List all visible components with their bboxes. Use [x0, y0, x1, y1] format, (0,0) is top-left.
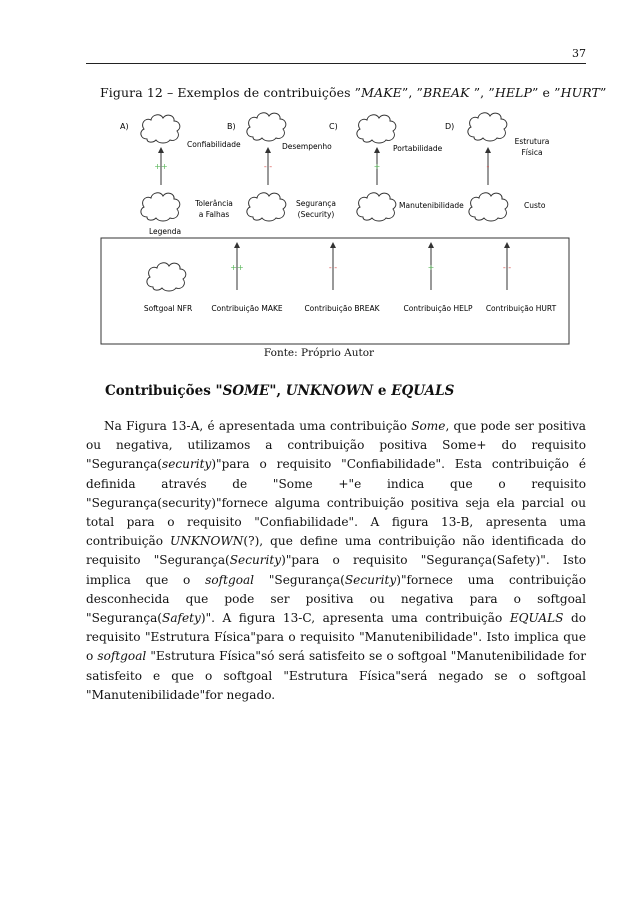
- page-number: 37: [572, 47, 586, 60]
- panel-c: [329, 115, 464, 221]
- top-softgoal-label: Estrutura: [514, 137, 550, 146]
- contribution-figure: [96, 110, 576, 349]
- top-softgoal-label: Física: [521, 148, 543, 157]
- contribution-symbol: - -: [502, 263, 512, 272]
- panel-letter: B): [227, 122, 236, 131]
- bottom-softgoal-label: a Falhas: [198, 210, 230, 219]
- contribution-symbol: ++: [154, 162, 168, 171]
- section-heading: Contribuições "SOME", UNKNOWN e EQUALS: [105, 383, 455, 399]
- legend-title: Legenda: [149, 227, 182, 236]
- legend-item-label: Contribuição HURT: [485, 304, 557, 313]
- softgoal-cloud-icon: [469, 193, 508, 221]
- softgoal-cloud-icon: [141, 115, 180, 143]
- contribution-symbol: - -: [263, 162, 273, 171]
- contribution-symbol: -: [486, 162, 490, 171]
- top-softgoal-label: Confiabilidade: [187, 140, 241, 149]
- softgoal-cloud-icon: [357, 193, 396, 221]
- softgoal-cloud-icon: [247, 193, 286, 221]
- panel-letter: A): [120, 122, 129, 131]
- panel-a: [120, 115, 241, 221]
- bottom-softgoal-label: Tolerância: [195, 199, 233, 208]
- softgoal-cloud-icon: [247, 113, 286, 141]
- softgoal-cloud-icon: [468, 113, 507, 141]
- contribution-symbol: ++: [230, 263, 244, 272]
- figure-caption: Figura 12 – Exemplos de contribuições ”MAKE”, ”BREAK ”, ”HELP” e ”HURT”: [100, 85, 607, 100]
- legend-item-label: Contribuição BREAK: [304, 304, 380, 313]
- softgoal-cloud-icon: [357, 115, 396, 143]
- bottom-softgoal-label: Segurança: [295, 199, 337, 208]
- body-paragraph: Na Figura 13-A, é apresentada uma contribuição Some, que pode ser positiva ou negativa, utilizamos a contribuição positiva Some+ do requisito "Segurança(security)"para o requisito "Confiabilidade". Esta contribuição é definida através de "Some +"e indica que o requisito "Segurança(security)"fornece alguma contribuição positiva seja ela parcial ou total para o requisito "Confiabilidade". A figura 13-B, apresenta uma contribuição UNKNOWN(?), que define uma contribuição não identificada do requisito "Segurança(Security)"para o requisito "Segurança(Safety)". Isto implica que o softgoal "Segurança(Security)"fornece uma contribuição desconhecida que pode ser positiva ou negativa para o softgoal "Segurança(Safety)". A figura 13-C, apresenta uma contribuição EQUALS do requisito "Estrutura Física"para o requisito "Manutenibilidade". Isto implica que o softgoal "Estrutura Física"só será satisfeito se o softgoal "Manutenibilidade for satisfeito e que o softgoal "Estrutura Física"será negado se o softgoal "Manutenibilidade"for negado.: [86, 419, 587, 702]
- top-softgoal-label: Portabilidade: [393, 144, 443, 153]
- softgoal-cloud-icon: [141, 193, 180, 221]
- contribution-symbol: - -: [328, 263, 338, 272]
- legend-item-label: Softgoal NFR: [143, 304, 193, 313]
- bottom-softgoal-label: Manutenibilidade: [399, 201, 464, 210]
- figure-legend: [101, 227, 569, 344]
- bottom-softgoal-label: Custo: [524, 201, 546, 210]
- softgoal-cloud-icon: [147, 263, 186, 291]
- panel-b: [227, 113, 336, 221]
- contribution-symbol: +: [427, 263, 435, 272]
- bottom-softgoal-label: (Security): [297, 210, 335, 219]
- header-rule: [86, 63, 586, 64]
- top-softgoal-label: Desempenho: [282, 142, 332, 151]
- panel-letter: D): [445, 122, 455, 131]
- legend-item-label: Contribuição MAKE: [211, 304, 283, 313]
- legend-item-label: Contribuição HELP: [403, 304, 473, 313]
- figure-source: Fonte: Próprio Autor: [263, 347, 375, 359]
- panel-letter: C): [329, 122, 338, 131]
- contribution-symbol: +: [373, 162, 381, 171]
